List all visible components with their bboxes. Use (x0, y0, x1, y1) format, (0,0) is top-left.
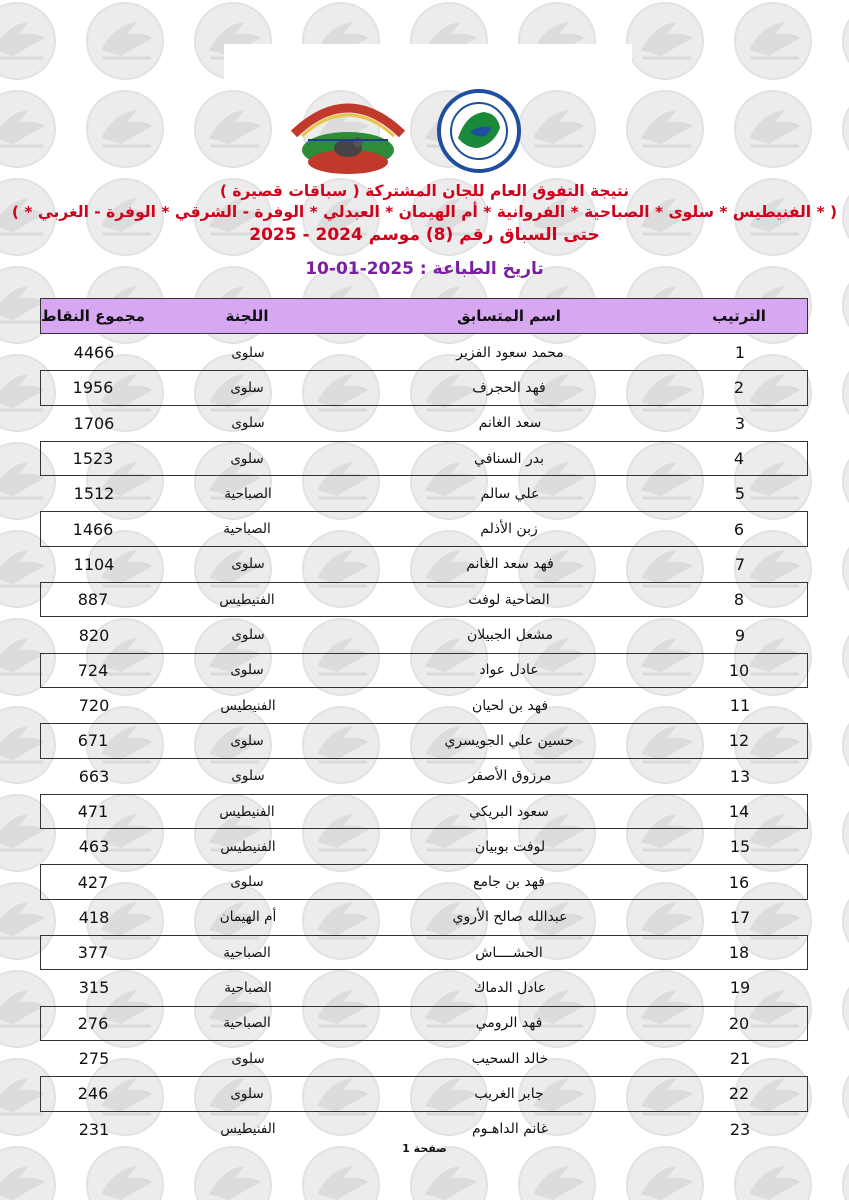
cell-name: سعود البريكي (469, 803, 549, 820)
cell-committee: سلوى (231, 768, 265, 785)
cell-committee: سلوى (231, 344, 265, 361)
cell-rank: 15 (729, 837, 751, 857)
cell-rank: 4 (733, 449, 745, 469)
cell-rank: 6 (733, 519, 745, 539)
cell-points: 1104 (73, 554, 115, 574)
cell-rank: 13 (729, 766, 751, 786)
cell-committee: سلوى (230, 450, 264, 467)
cell-name: خالد السحيب (471, 1050, 549, 1067)
table-row (40, 688, 808, 723)
cell-name: لوفت بوبيان (474, 838, 546, 855)
cell-committee: سلوى (230, 379, 264, 396)
cell-committee: الفنيطيس (219, 803, 275, 820)
cell-points: 887 (77, 590, 109, 610)
cell-committee: الصباحية (224, 485, 272, 502)
cell-name: الضاحية لوفت (468, 591, 550, 608)
cell-committee: الصباحية (224, 979, 272, 996)
cell-name: زبن الأذلم (480, 521, 538, 538)
header-points: مجموع النقاط (41, 307, 145, 325)
cell-rank: 17 (729, 907, 751, 927)
cell-rank: 19 (729, 978, 751, 998)
table-row (40, 511, 808, 546)
cell-name: الحشــــاش (475, 944, 543, 961)
page-number: صفحة 1 (402, 1142, 447, 1155)
cell-name: مرزوق الأصفر (468, 768, 552, 785)
cell-committee: سلوى (230, 662, 264, 679)
header-name: اسم المتسابق (457, 307, 561, 325)
table-row (40, 970, 808, 1005)
table-row (40, 935, 808, 970)
cell-name: فهد بن لحيان (471, 697, 549, 714)
cell-points: 377 (77, 943, 109, 963)
header-rank: الترتيب (712, 307, 766, 325)
cell-name: عادل الدماك (473, 979, 547, 996)
header-committee: اللجنة (225, 307, 269, 325)
table-row (40, 1006, 808, 1041)
cell-name: مشعل الجبيلان (466, 627, 554, 644)
table-row (40, 1041, 808, 1076)
cell-rank: 10 (728, 660, 750, 680)
cell-rank: 2 (733, 378, 745, 398)
results-table (40, 335, 808, 1147)
cell-points: 315 (78, 978, 110, 998)
cell-committee: سلوى (230, 874, 264, 891)
title-block (0, 181, 849, 281)
cell-points: 276 (77, 1013, 109, 1033)
cell-rank: 12 (728, 731, 750, 751)
cell-rank: 14 (728, 802, 750, 821)
cell-committee: الفنيطيس (219, 591, 275, 608)
table-row (40, 759, 808, 794)
cell-name: عبدالله صالح الأروي (452, 909, 568, 926)
table-row (40, 335, 808, 370)
cell-name: فهد بن جامع (473, 874, 545, 891)
cell-rank: 18 (728, 943, 750, 963)
cell-committee: الصباحية (223, 944, 271, 961)
table-row (40, 653, 808, 688)
federation-logo-icon (436, 88, 522, 174)
cell-points: 275 (78, 1049, 110, 1069)
cell-rank: 7 (734, 554, 746, 574)
table-row (40, 406, 808, 441)
cell-points: 1956 (72, 378, 114, 398)
cell-points: 724 (77, 660, 109, 680)
cell-rank: 5 (734, 484, 746, 504)
club-logo (288, 88, 408, 180)
cell-rank: 20 (728, 1013, 750, 1033)
club-logo-icon (288, 88, 408, 180)
title-line-3: حتى السباق رقم (8) موسم 2024 - 2025 (249, 225, 600, 245)
table-row (40, 582, 808, 617)
title-line-2: ( * الفنيطيس * سلوى * الصباحية * الفروانية * أم الهيمان * العبدلي * الوفرة - الشرقي * الوفرة - الغربي * ) (11, 203, 838, 221)
cell-points: 1512 (73, 484, 115, 504)
cell-points: 720 (78, 696, 110, 716)
cell-committee: سلوى (231, 556, 265, 573)
cell-committee: الفنيطيس (220, 838, 276, 855)
cell-committee: الفنيطيس (220, 697, 276, 714)
cell-points: 418 (78, 907, 110, 927)
cell-name: بدر السنافي (474, 450, 544, 467)
top-blank-area (224, 44, 632, 80)
cell-name: علي سالم (480, 485, 540, 502)
cell-rank: 8 (733, 590, 745, 610)
table-row (40, 617, 808, 652)
cell-committee: سلوى (231, 415, 265, 432)
cell-name: عادل عواد (479, 662, 539, 679)
cell-points: 4466 (73, 343, 115, 363)
table-header (40, 298, 808, 334)
cell-points: 471 (77, 802, 109, 821)
cell-rank: 16 (728, 872, 750, 892)
cell-committee: الصباحية (223, 1015, 271, 1032)
cell-committee: سلوى (230, 732, 264, 749)
cell-name: حسين علي الجويسري (444, 732, 574, 749)
table-row (40, 794, 808, 829)
cell-name: فهد الحجرف (472, 379, 546, 396)
cell-name: سعد الغانم (478, 415, 542, 432)
cell-name: فهد سعد الغانم (466, 556, 554, 573)
table-row (40, 370, 808, 405)
cell-committee: سلوى (231, 1050, 265, 1067)
table-row (40, 900, 808, 935)
table-row (40, 864, 808, 899)
cell-name: غانم الداهـوم (471, 1121, 549, 1138)
cell-name: جابر الغريب (474, 1085, 544, 1102)
cell-committee: أم الهيمان (219, 909, 277, 926)
cell-points: 231 (78, 1119, 110, 1139)
cell-points: 820 (78, 625, 110, 645)
cell-rank: 11 (729, 696, 751, 716)
cell-points: 427 (77, 872, 109, 892)
cell-rank: 3 (734, 413, 746, 433)
cell-points: 1466 (72, 519, 114, 539)
cell-rank: 9 (734, 625, 746, 645)
cell-committee: سلوى (231, 627, 265, 644)
cell-points: 663 (78, 766, 110, 786)
cell-points: 1706 (73, 413, 115, 433)
table-row (40, 1076, 808, 1111)
table-row (40, 723, 808, 758)
cell-rank: 21 (729, 1049, 751, 1069)
cell-committee: الفنيطيس (220, 1121, 276, 1138)
cell-committee: سلوى (230, 1085, 264, 1102)
table-row (40, 476, 808, 511)
cell-rank: 1 (734, 343, 746, 363)
cell-points: 671 (77, 731, 109, 751)
print-date: تاريخ الطباعة : 2025-01-10 (305, 259, 544, 279)
cell-points: 463 (78, 837, 110, 857)
cell-name: فهد الرومي (475, 1015, 543, 1032)
cell-rank: 23 (729, 1119, 751, 1139)
table-row (40, 441, 808, 476)
title-line-1: نتيجة التفوق العام للجان المشتركة ( سباقات قصيرة ) (219, 182, 630, 200)
cell-rank: 22 (728, 1084, 750, 1104)
cell-name: محمد سعود الفزير (456, 344, 564, 361)
cell-points: 246 (77, 1084, 109, 1104)
federation-logo (436, 88, 522, 174)
table-row (40, 829, 808, 864)
cell-points: 1523 (72, 449, 114, 469)
cell-committee: الصباحية (223, 521, 271, 538)
table-row (40, 547, 808, 582)
